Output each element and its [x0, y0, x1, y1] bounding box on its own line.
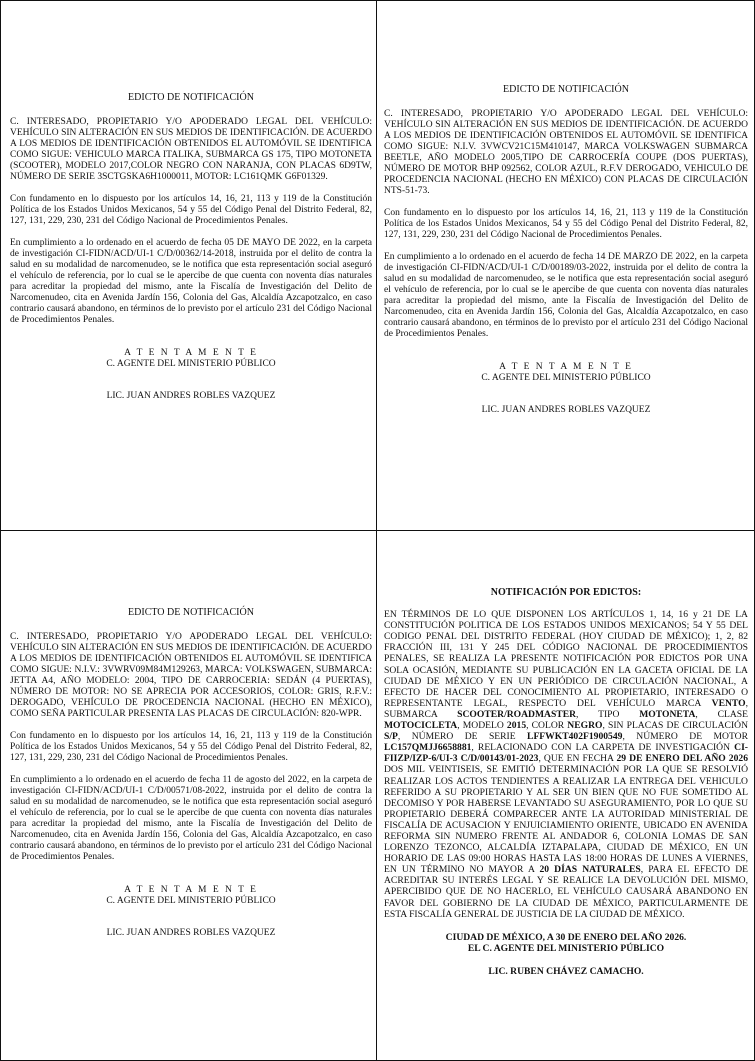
edict-panel-top-left: [10, 92, 372, 402]
body-text: EN TÉRMINOS DE LO QUE DISPONEN LOS ARTÍCULOS 1, 14, 16 y 21 DE LA CONSTITUCIÓN POLITICA DE LOS ESTADOS UNIDOS MEXICANOS; 54 Y 55 DEL CODIGO PENAL DEL DISTRITO FEDERAL (HOY CIUDAD DE MÉXICO); 1, 2, 82 FRACCIÓN III, 131 Y 245 DEL CÓDIGO NACIONAL DE PROCEDIMIENTOS PENALES, SE REALIZA LA PRESENTE NOTIFICACIÓN POR EDICTOS POR UNA SOLA OCASIÓN, MEDIANTE SU PUBLICACIÓN EN LA GACETA OFICIAL DE LA CIUDAD DE MÉXICO Y EN UN PERIÓDICO DE CIRCULACIÓN NACIONAL, A EFECTO DE HACER DEL CONOCIMIENTO AL PROPIETARIO, INTERESADO O REPRESENTANTE LEGAL, RESPECTO DEL VEHÍCULO MARCA: [384, 609, 748, 709]
edict-agent-line: EL C. AGENTE DEL MINISTERIO PÚBLICO: [467, 942, 665, 954]
vehicle-serial: LFFWKT402F1900549: [527, 731, 623, 743]
edict-panel-bottom-left: [10, 607, 372, 939]
body-text: , CLASE: [695, 708, 749, 720]
edict-legal-basis-paragraph: Con fundamento en lo dispuesto por los artículos 14, 16, 21, 113 y 119 de la Constitución Política de los Estados Unidos Mexicanos, 54 y 55 del Código Penal del Distrito Federal, 82, 127, 131, 229, 230, 231 del Código Nacional de Procedimientos Penales.: [10, 194, 372, 226]
edict-sign-role: C. AGENTE DEL MINISTERIO PÚBLICO: [106, 359, 276, 369]
body-text: , SUBMARCA: [384, 697, 748, 720]
edict-sign-name: LIC. JUAN ANDRES ROBLES VAZQUEZ: [481, 405, 651, 415]
investigation-folder: CI-FIIZP/IZP-6/UI-3 C/D/00143/01-2023: [384, 742, 748, 765]
body-text: , NÚMERO DE SERIE: [397, 731, 528, 743]
body-text: DOS MIL VEINTISEIS, SE EMITIÓ DETERMINACIÓN POR LA QUE SE RESOLVIÓ REALIZAR LOS ACTOS TENDIENTES A REALIZAR LA ENTREGA DEL VEHICULO REFERIDO A SU PROPIETARIO Y AL SER UN BIEN QUE NO FUE SOMETIDO AL DECOMISO Y POR HABERSE LEVANTADO SU ASEGURAMIENTO, POR LO QUE SU PROPIETARIO DEBERÁ COMPARECER ANTE LA AUTORIDAD MINISTERIAL DE FISCALÍA DE ACUSACION Y ENJUICIAMIENTO ORIENTE, UBICADO EN AVENIDA REFORMA SIN NUMERO FRENTE AL ANDADOR 6, COLONIA LOMAS DE SAN LORENZO TEZONCO, ALCALDÍA IZTAPALAPA, CIUDAD DE MÉXICO, EN UN HORARIO DE LAS 09:00 HORAS HASTA LAS 18:00 HORAS DE LUNES A VIERNES, EN UN TÉRMINO NO MAYOR A: [384, 764, 748, 876]
edict-sign-name: LIC. RUBEN CHÁVEZ CAMACHO.: [488, 965, 644, 977]
deadline-days: 20 DÍAS NATURALES: [539, 864, 641, 876]
edict-vehicle-paragraph: C. INTERESADO, PROPIETARIO Y/O APODERADO LEGAL DEL VEHÍCULO: VEHÍCULO SIN ALTERACIÓN EN SUS MEDIOS DE IDENTIFICACIÓN. DE ACUERDO A LOS MEDIOS DE IDENTIFICACIÓN OBTENIDOS EL AUTOMÓVIL SE IDENTIFICA COMO SIGUE: N.I.V. 3VWCV21C15M410147, MARCA VOLKSWAGEN SUBMARCA BEETLE, AÑO MODELO 2005,TIPO DE CARROCERÍA COUPE (DOS PUERTAS), NÚMERO DE MOTOR BHP 092562, COLOR AZUL, R.F.V DEROGADO, VEHICULO DE PROCEDENCIA NACIONAL (HECHO EN MÉXICO) CON PLACAS DE CIRCULACIÓN NTS-51-73.: [384, 109, 748, 196]
edict-sign-role: C. AGENTE DEL MINISTERIO PÚBLICO: [481, 373, 651, 383]
edict-title: EDICTO DE NOTIFICACIÓN: [128, 92, 254, 103]
edict-date-line: CIUDAD DE MÉXICO, A 30 DE ENERO DEL AÑO 2026.: [445, 931, 687, 943]
edict-legal-basis-paragraph: Con fundamento en lo dispuesto por los artículos 14, 16, 21, 113 y 119 de la Constitución Política de los Estados Unidos Mexicanos, 54 y 55 del Código Penal del Distrito Federal, 82, 127, 131, 229, 230, 231 del Código Nacional de Procedimientos Penales.: [10, 731, 372, 763]
edict-sign-role: C. AGENTE DEL MINISTERIO PÚBLICO: [106, 896, 276, 906]
body-text: , PARA EL EFECTO DE ACREDITAR SU INTERÉS LEGAL Y SE REALICE LA DEVOLUCIÓN DEL MISMO, APERCIBIDO QUE DE NO HACERLO, EL VEHÍCULO CAUSARÁ ABANDONO EN FAVOR DEL GOBIERNO DE LA CIUDAD DE MÉXICO, PARTICULARMENTE DE ESTA FISCALÍA GENERAL DE JUSTICIA DE LA CIUDAD DE MÉXICO.: [384, 864, 748, 920]
body-text: , SIN PLACAS DE CIRCULACIÓN: [602, 720, 748, 732]
body-text: , NÚMERO DE MOTOR: [622, 731, 748, 743]
edict-title: EDICTO DE NOTIFICACIÓN: [128, 607, 254, 618]
vehicle-submodel: SCOOTER/ROADMASTER: [457, 708, 577, 720]
edict-sign-attentively: A T E N T A M E N T E: [124, 348, 258, 358]
vehicle-class: MOTOCICLETA: [384, 720, 458, 732]
vehicle-engine: LC157QMJJ6658881: [384, 742, 472, 754]
edict-panel-bottom-right: [384, 587, 748, 977]
edict-title: NOTIFICACIÓN POR EDICTOS:: [490, 587, 642, 598]
edict-legal-basis-paragraph: Con fundamento en lo dispuesto por los artículos 14, 16, 21, 113 y 119 de la Constitución Política de los Estados Unidos Mexicanos, 54 y 55 del Código Penal del Distrito Federal, 82, 127, 131, 229, 230, 231 del Código Nacional de Procedimientos Penales.: [384, 208, 748, 240]
body-text: , COLOR: [526, 720, 568, 732]
edict-panel-top-right: [384, 84, 748, 416]
edict-sign-name: LIC. JUAN ANDRES ROBLES VAZQUEZ: [106, 391, 276, 401]
edict-vehicle-paragraph: C. INTERESADO, PROPIETARIO Y/O APODERADO LEGAL DEL VEHÍCULO: VEHÍCULO SIN ALTERACIÓN EN SUS MEDIOS DE IDENTIFICACIÓN. DE ACUERDO A LOS MEDIOS DE IDENTIFICACIÓN OBTENIDOS EL AUTOMÓVIL SE IDENTIFICA COMO SIGUE: N.I.V.: 3VWRV09M84M129263, MARCA: VOLKSWAGEN, SUBMARCA: JETTA A4, AÑO MODELO: 2004, TIPO DE CARROCERIA: SEDÁN (4 PUERTAS), NÚMERO DE MOTOR: NO SE APRECIA POR ACCESORIOS, COLOR: GRIS, R.F.V.: DEROGADO, VEHÍCULO DE PROCEDENCIA NACIONAL (HECHO EN MÉXICO), COMO SEÑA PARTICULAR PRESENTA LAS PLACAS DE CIRCULACIÓN: 820-WPR.: [10, 632, 372, 719]
edict-sign-attentively: A T E N T A M E N T E: [124, 885, 258, 895]
body-text: , RELACIONADO CON LA CARPETA DE INVESTIGACIÓN: [471, 742, 735, 754]
edict-vehicle-paragraph: C. INTERESADO, PROPIETARIO Y/O APODERADO LEGAL DEL VEHÍCULO: VEHÍCULO SIN ALTERACIÓN EN SUS MEDIOS DE IDENTIFICACIÓN. DE ACUERDO A LOS MEDIOS DE IDENTIFICACIÓN OBTENIDOS EL AUTOMÓVIL SE IDENTIFICA COMO SIGUE: VEHICULO MARCA ITALIKA, SUBMARCA GS 175, TIPO MOTONETA (SCOOTER), MODELO 2017,COLOR NEGRO CON NARANJA, CON PLACAS 6D9TW, NÚMERO DE SERIE 3SCTGSKA6H1000011, MOTOR: LC161QMK G6F01329.: [10, 117, 372, 182]
edict-notice-paragraph: En cumplimiento a lo ordenado en el acuerdo de fecha 05 DE MAYO DE 2022, en la carpeta de investigación CI-FIDN/ACD/UI-1 C/D/00362/14-2018, instruida por el delito de contra la salud en su modalidad de narcomenudeo, se le notifica que esta representación social aseguró el vehículo de referencia, por lo cual se le apercibe de que cuenta con noventa días naturales para acreditar la propiedad del mismo, ante la Fiscalía de Investigación del Delito de Narcomenudeo, cita en Avenida Jardín 156, Colonia del Gas, Alcaldía Azcapotzalco, en caso contrario causará abandono, en términos de lo previsto por el artículo 231 del Código Nacional de Procedimientos Penales.: [10, 238, 372, 325]
vehicle-color: NEGRO: [567, 720, 603, 732]
vehicle-brand: VENTO: [711, 697, 746, 709]
edict-body-paragraph: [384, 609, 748, 920]
body-text: , MODELO: [457, 720, 507, 732]
vehicle-type: MOTONETA: [639, 708, 696, 720]
row-divider: [0, 530, 755, 531]
edict-sign-attentively: A T E N T A M E N T E: [499, 362, 633, 372]
edict-notice-paragraph: En cumplimiento a lo ordenado en el acuerdo de fecha 11 de agosto del 2022, en la carpeta de investigación CI-FIDN/ACD/UI-1 C/D/00571/08-2022, instruida por el delito de contra la salud en su modalidad de narcomenudeo, se le notifica que esta representación social aseguró el vehículo de referencia, por lo cual se le apercibe de que cuenta con noventa días naturales para acreditar la propiedad del mismo, ante la Fiscalía de Investigación del Delito de Narcomenudeo, cita en Avenida Jardín 156, Colonia del Gas, Alcaldía Azcapotzalco, en caso contrario causará abandono, en términos de lo previsto por el artículo 231 del Código Nacional de Procedimientos Penales.: [10, 775, 372, 862]
edict-notice-paragraph: En cumplimiento a lo ordenado en el acuerdo de fecha 14 DE MARZO DE 2022, en la carpeta de investigación CI-FIDN/ACD/UI-1 C/D/00189/03-2022, instruida por el delito de contra la salud en su modalidad de narcomenudeo, se le notifica que esta representación social aseguró el vehículo de referencia, por lo cual se le apercibe de que cuenta con noventa días naturales para acreditar la propiedad del mismo, ante la Fiscalía de Investigación del Delito de Narcomenudeo, cita en Avenida Jardín 156, Colonia del Gas, Alcaldía Azcapotzalco, en caso contrario causará abandono, en términos de lo previsto por el artículo 231 del Código Nacional de Procedimientos Penales.: [384, 252, 748, 339]
body-text: , TIPO: [576, 708, 640, 720]
vehicle-model: 2015: [506, 720, 527, 732]
vehicle-plates: S/P: [384, 731, 398, 743]
edict-sign-name: LIC. JUAN ANDRES ROBLES VAZQUEZ: [106, 928, 276, 938]
determination-date: 29 DE ENERO DEL AÑO 2026: [616, 753, 748, 765]
edict-title: EDICTO DE NOTIFICACIÓN: [503, 84, 629, 95]
body-text: , QUE EN FECHA: [538, 753, 617, 765]
